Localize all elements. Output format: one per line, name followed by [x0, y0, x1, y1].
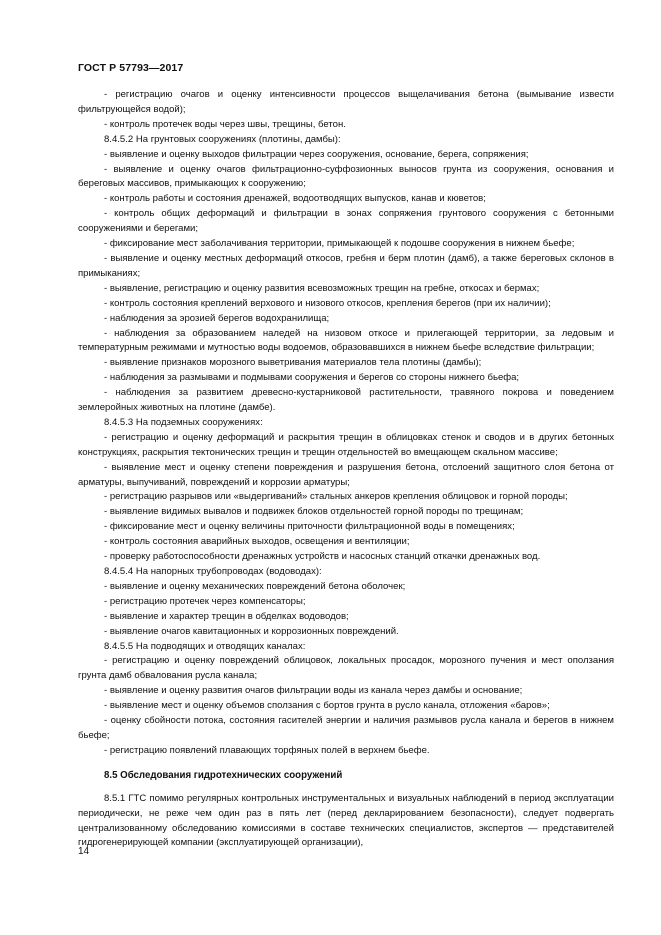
body-paragraph: - регистрацию и оценку деформаций и раскрытия трещин в облицовках стенок и сводов и в других бетонных конструкциях, раскрытия тектонических трещин и трещин отдельностей во вмещающем скальном массиве; — [78, 431, 614, 458]
body-paragraph: - регистрацию разрывов или «выдергиваний» стальных анкеров крепления облицовок и горной породы; — [104, 491, 568, 503]
body-paragraph: - регистрацию и оценку повреждений облицовок, локальных просадок, морозного пучения и мест оползания грунта дамб обвалования русла канала; — [78, 655, 614, 682]
section-heading: 8.5 Обследования гидротехнических сооружений — [104, 769, 343, 781]
body-paragraph: - выявление, регистрацию и оценку развития всевозможных трещин на гребне, откосах и бермах; — [104, 282, 540, 294]
body-paragraph: - оценку сбойности потока, состояния гасителей энергии и наличия размывов русла канала и берегов в нижнем бьефе; — [78, 715, 614, 741]
paragraph-list-observations — [78, 88, 614, 759]
body-paragraph: - проверку работоспособности дренажных устройств и насосных станций откачки дренажных вод. — [104, 551, 541, 563]
page-number: 14 — [78, 846, 90, 857]
body-paragraph: - регистрацию протечек через компенсаторы; — [104, 595, 306, 607]
body-paragraph: - выявление мест и оценку объемов сползания с бортов грунта в русло канала, отложения «баров»; — [104, 700, 550, 712]
body-paragraph: - регистрацию очагов и оценку интенсивности процессов выщелачивания бетона (вымывание извести фильтрующейся водой); — [78, 89, 614, 115]
body-paragraph: 8.4.5.2 На грунтовых сооружениях (плотины, дамбы): — [104, 133, 341, 145]
body-paragraph: - выявление мест и оценку степени повреждения и разрушения бетона, отслоений защитного слоя бетона от арматуры, выпучиваний, повреждений и коррозии арматуры; — [78, 461, 614, 488]
body-paragraph: - выявление и оценку развития очагов фильтрации воды из канала через дамбы и основание; — [104, 685, 523, 697]
body-paragraph: 8.5.1 ГТС помимо регулярных контрольных инструментальных и визуальных наблюдений в период эксплуатации периодически, не реже чем один раз в пять лет (перед декларированием безопасности), следует подвергать централизованному обследованию комиссиями в составе технических специалистов, экспертов — представителей гидрогенерирующей компании (эксплуатирующей организации), — [78, 792, 614, 849]
body-paragraph: - выявление и оценку очагов фильтрационно-суффозионных выносов грунта из сооружения, основания и береговых массивов, примыкающих к сооружению; — [78, 163, 614, 190]
body-paragraph: - наблюдения за размывами и подмывами сооружения и берегов со стороны нижнего бьефа; — [104, 372, 520, 384]
body-paragraph: - фиксирование мест заболачивания территории, примыкающей к подошве сооружения в нижнем бьефе; — [104, 238, 575, 250]
paragraph-list-surveys — [78, 792, 614, 852]
body-paragraph: - выявление и оценку механических повреждений бетона оболочек; — [104, 580, 406, 592]
body-paragraph: 8.4.5.3 На подземных сооружениях: — [104, 416, 263, 428]
body-paragraph: - выявление признаков морозного выветривания материалов тела плотины (дамбы); — [104, 357, 482, 369]
body-paragraph: - наблюдения за эрозией берегов водохранилища; — [104, 312, 330, 324]
body-paragraph: - выявление и оценку выходов фильтрации через сооружения, основание, берега, сопряжения; — [104, 148, 529, 160]
body-paragraph: - контроль работы и состояния дренажей, водоотводящих выпусков, канав и кюветов; — [104, 193, 486, 205]
body-paragraph: - наблюдения за развитием древесно-кустарниковой растительности, травяного покрова и поведением землеройных животных на плотине (дамбе). — [78, 387, 614, 414]
document-body — [78, 88, 614, 851]
body-paragraph: - регистрацию появлений плавающих торфяных полей в верхнем бьефе. — [104, 744, 430, 756]
body-paragraph: - выявление и оценку местных деформаций откосов, гребня и берм плотин (дамб), а также береговых склонов в примыканиях; — [78, 252, 614, 279]
body-paragraph: - контроль состояния аварийных выходов, освещения и вентиляции; — [104, 536, 410, 548]
body-paragraph: - фиксирование мест и оценку величины приточности фильтрационной воды в помещениях; — [104, 521, 515, 533]
body-paragraph: - контроль общих деформаций и фильтрации в зонах сопряжения грунтового сооружения с бетонными сооружениями и берегами; — [78, 208, 614, 235]
body-paragraph: - выявление и характер трещин в обделках водоводов; — [104, 610, 349, 622]
body-paragraph: - наблюдения за образованием наледей на низовом откосе и прилегающей территории, за ледовым и температурным режимами и мутностью воды водоемов, образовавшихся в нижнем бьефе вследствие фильтрации; — [78, 327, 614, 354]
body-paragraph: 8.4.5.4 На напорных трубопроводах (водоводах): — [104, 566, 322, 577]
body-paragraph: - выявление видимых вывалов и подвижек блоков отдельностей горной породы по трещинам; — [104, 506, 524, 518]
body-paragraph: - контроль протечек воды через швы, трещины, бетон. — [104, 118, 346, 130]
body-paragraph: 8.4.5.5 На подводящих и отводящих каналах: — [104, 640, 306, 652]
body-paragraph: - выявление очагов кавитационных и коррозионных повреждений. — [104, 625, 399, 637]
document-header: ГОСТ Р 57793—2017 — [78, 62, 184, 74]
body-paragraph: - контроль состояния креплений верхового и низового откосов, крепления берегов (при их наличии); — [104, 297, 551, 309]
